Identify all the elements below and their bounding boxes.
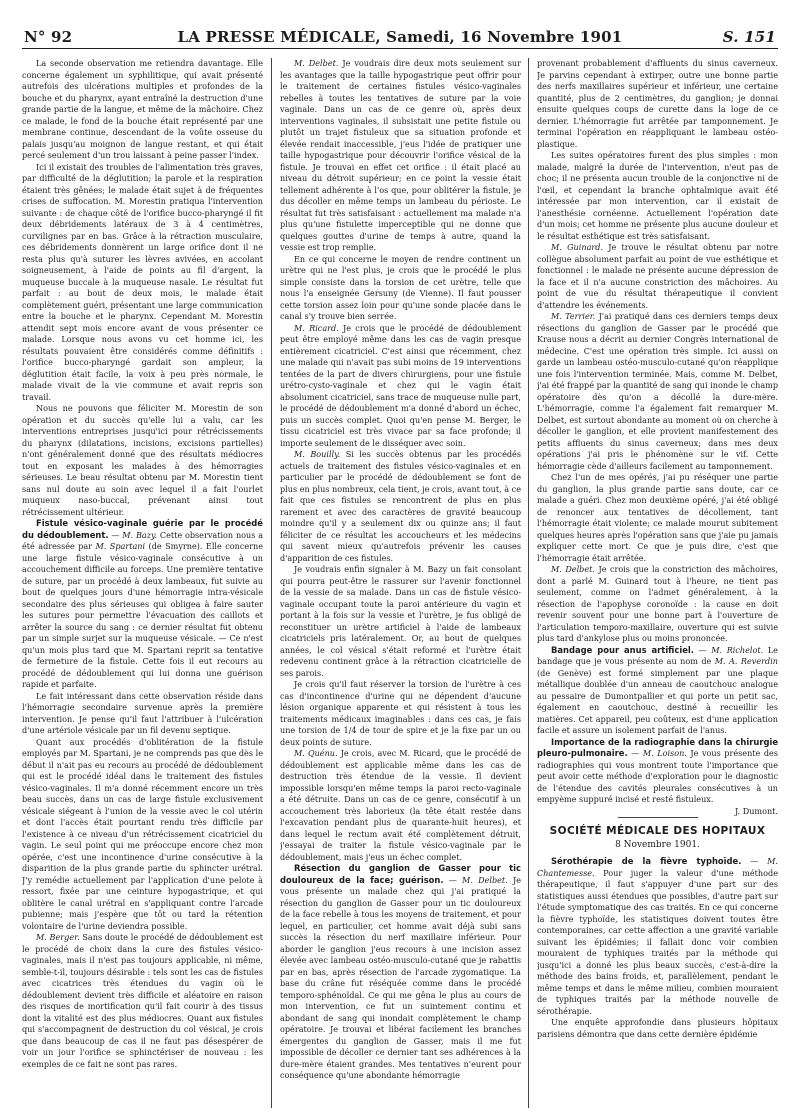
journal-title: LA PRESSE MÉDICALE, Samedi, 16 Novembre 1901 — [177, 28, 623, 46]
author-name: M. Bazy. — [122, 529, 158, 540]
speaker-name: M. Quénu. — [294, 748, 338, 758]
article-heading: Sérothérapie de la fièvre typhoïde. — [551, 856, 742, 866]
article-heading: Importance de la radiographie dans la chirurgie pleuro-pulmonaire. — [537, 736, 778, 758]
speaker-name: M. Ricard. — [294, 322, 339, 333]
paragraph — [537, 311, 778, 472]
column-3 — [537, 58, 778, 1110]
text-run: J'ai pratiqué dans ces derniers temps deux résections du ganglion de Gasser par le procédé que Krause nous a décrit au dernier Congrès international de médecine. C'est une opération très simple. Ici aussi on garde un lambeau ostéo-musculo-cutané qu'on réapplique une fois l'intervention terminée. Mais, comme M. Delbet, j'ai été frappé par la quantité de sang qui inonde le champ opératoire dès qu'on a décollé la dure-mère. L'hémorragie, comme l'a également fait remarquer M. Delbet, est surtout abondante au moment où on cherche à décoller le ganglion, et elle provient manifestement des petits affluents du sinus caverneux; dans mes deux opérations j'ai pris le phénomène sur le vif. Cette hémorragie cède d'ailleurs facilement au tamponnement. — [537, 311, 778, 471]
paragraph: Chez l'un de mes opérés, j'ai pu réséquer une partie du ganglion, la plus grande partie sans doute, car ce malade a guéri. Chez mon deuxième opéré, j'ai été obligé de renoncer aux tentatives de décollement, tant l'hémorragie était violente; ce malade mourut subitement quelques heures après l'opération sans que j'aie pu jamais expliquer cette mort. Ce que je puis dire, c'est que l'hémorragie était arrêtée. — [537, 472, 778, 563]
article-heading: Résection du ganglion de Gasser pour tic douloureux de la face; guérison. — [280, 863, 521, 885]
speaker-name: M. Delbet. — [551, 564, 595, 574]
column-1 — [22, 58, 263, 1110]
paragraph: provenant probablement d'affluents du sinus caverneux. Je parvins cependant à extirper, outre une bonne partie des nerfs maxillaires supérieur et inférieur, une certaine quantité, plus de 2 centimètres, du ganglion; je donnai ensuite quelques coups de curette dans la loge de ce dernier. L'hémorragie fut arrêtée par tamponnement. Je terminai l'opération en réappliquant le lambeau ostéo-plastique. — [537, 58, 778, 149]
speaker-name: M. Delbet. — [294, 58, 339, 68]
section-title: SOCIÉTÉ MÉDICALE DES HOPITAUX — [549, 825, 766, 837]
text-run: Sans doute le procédé de dédoublement est le procédé de choix dans la cure des fistules vésico-vaginales, mais il n'est pas toujours applicable, ni même, semble-t-il, toujours désirable : tels sont les cas de fistules avec cicatrices très étendues du vagin où le dédoublement devient très difficile et aléatoire en raison des risques de mortification qu'il fait courir à des tissus dont la vitalité est des plus médiocres. Quant aux fistules qui s'accompagnent de destruction du col vésical, je crois que dans beaucoup de cas il ne faut pas désespérer de voir un jour l'orifice se sphinctériser de nouveau : les exemples de ce fait ne sont pas rares. — [22, 932, 263, 1069]
paragraph: Quant aux procédés d'oblitération de la fistule employés par M. Spartani, je ne comprends pas que dès le début il n'ait pas eu recours au procédé de dédoublement qui est le procédé idéal dans le traitement des fistules vésico-vaginales. Il m'a donné récemment encore un très beau succès, dans un cas de large fistule exclusivement vésicale siégeant à l'union de la vessie avec le col utérin et dont l'accès était pourtant rendu très difficile par l'existence à ce niveau d'un rétrécissement cicatriciel du vagin. Le seul point qui me préoccupe encore chez mon opérée, c'est une incontinence d'urine consécutive à la disparition de la plus grande partie du sphincter urétral. J'y remédie actuellement par l'application d'une pelote à ressort, fixée par une ceinture hypogastrique, et qui oblitère le canal urétral en s'appliquant contre l'arcade pubienne; mais j'espère que tôt ou tard la rétention volontaire de l'urine deviendra possible. — [22, 736, 263, 931]
text-run: Pour juger la valeur d'une méthode thérapeutique, il faut s'appuyer d'une part sur des statistiques aussi étendues que possibles, d'autre part sur l'étude symptomatique des cas traités. En ce qui concerne la fièvre typhoïde, les statistiques doivent toutes être contemporaines, car cette affection a une gravité variable suivant les épidémies; il fallait donc voir combien mouraient de typhiques traités par la méthode qui jusqu'ici a donné les plus beaux succès, c'est-à-dire la méthode des bains froids, et, parallèlement, pendant le même temps et dans le même milieu, combien mouraient de typhiques traités par la méthode nouvelle de sérothérapie. — [537, 867, 778, 1016]
text-run: (de Genève) est formé simplement par une plaque métallique doublée d'un anneau de caoutchouc analogue au pessaire de Dumontpallier et qui porte un petit sac, également en caoutchouc, destiné à recueillir les matières. Cet appareil, peu coûteux, est d'une application facile et assure un isolement parfait de l'anus. — [537, 667, 778, 735]
text-run: Je crois, avec M. Ricard, que le procédé de dédoublement est applicable même dans les cas de destruction très étendue de la vessie. Il devient impossible lorsqu'en même temps la paroi recto-vaginale a été détruite. Dans un cas de ce genre, consécutif à un accouchement très laborieux (la tête était restée dans l'excavation pendant plus de quarante-huit heures), et dans lequel le rectum avait été complètement détruit, j'essayai de traiter la fistule vésico-vaginale par le dédoublement, mais j'eus un échec complet. — [280, 748, 521, 862]
person-name: M. Spartani — [95, 541, 146, 551]
paragraph: En ce qui concerne le moyen de rendre continent un urètre qui ne l'est plus, je crois que le procédé le plus simple consiste dans la torsion de cet urètre, telle que nous l'a enseignée Gersuny (de Vienne). Il faut pousser cette torsion assez loin pour qu'une sonde placée dans le canal s'y trouve bien serrée. — [280, 253, 521, 321]
paragraph: Nous ne pouvons que féliciter M. Morestin de son opération et du succès qu'elle lui a valu, car les interventions entreprises jusqu'ici pour rétrécissements du pharynx (dilatations, incisions, excisions partielles) n'ont généralement donné que des résultats médiocres tout en exposant les malades à des hémorragies sérieuses. Le beau résultat obtenu par M. Morestin tient sans nul doute au soin avec lequel il a fait l'ourlet muqueux naso-buccal, prévenant ainsi tout rétrécissement ultérieur. — [22, 403, 263, 517]
article-heading: Fistule vésico-vaginale guérie par le procédé du dédoublement. — [22, 518, 263, 540]
column-rule — [528, 58, 529, 1108]
text-run: Je crois que le procédé de dédoublement peut être employé même dans les cas de vagin presque entièrement cicatriciel. C'est ainsi que récemment, chez une malade qui n'avait pas subi moins de 19 interventions tentées de la part de divers chirurgiens, pour une fistule urétro-cysto-vaginale et chez qui le vagin était absolument cicatriciel, sans trace de muqueuse nulle part, le procédé de dédoublement m'a donné d'abord un échec, puis un succès complet. Quoi qu'en pense M. Berger, le tissu cicatriciel est très vivace par sa face profonde; il importe seulement de le disséquer avec soin. — [280, 322, 521, 448]
paragraph: Je voudrais enfin signaler à M. Bazy un fait consolant qui pourra peut-être le rassurer sur l'avenir fonctionnel de la vessie de sa malade. Dans un cas de fistule vésico-vaginale occupant toute la paroi antérieure du vagin et portant à la fois sur la vessie et l'urètre, je fus obligé de reconstituer un urètre artificiel à l'aide de lambeaux cicatriciels pris latéralement. Or, au bout de quelques années, le col vésical s'était reformé et l'urètre était redevenu continent grâce à la rétraction cicatricielle de ses parois. — [280, 564, 521, 678]
page-header — [22, 26, 778, 49]
paragraph — [280, 323, 521, 450]
column-2 — [280, 58, 521, 1110]
speaker-name: M. Bouilly. — [294, 449, 341, 459]
paragraph — [280, 748, 521, 863]
divider — [618, 817, 698, 818]
paragraph: Ici il existait des troubles de l'alimentation très graves, par difficulté de la déglutition; la parole et la respiration étaient très gênées; le malade était sujet à de fréquentes crises de suffocation. M. Morestin pratiqua l'intervention suivante : de chaque côté de l'orifice bucco-pharyngé il fit deux débridements latéraux de 3 à 4 centimètres, curvilignes par en bas. Grâce à la rétraction musculaire, ces débridements donnèrent un large orifice dont il ne resta plus qu'à suturer les lèvres avivées, en accolant soigneusement, à l'aide de points au fil d'argent, la muqueuse buccale à la muqueuse nasale. Le résultat fut parfait : au bout de deux mois, le malade était complètement guéri, présentant une large communication entre la bouche et le pharynx. Cependant M. Morestin attendit sept mois encore avant de vous présenter ce malade. Lorsque nous avons vu cet homme ici, les résultats pouvaient être considérés comme définitifs : l'orifice bucco-pharyngé gardait son ampleur, la déglutition était facile, la voix à peu près normale, le malade vivait de la vie commune et avait repris son travail. — [22, 161, 263, 402]
author-name: M. Loison. — [642, 748, 687, 758]
paragraph: Le fait intéressant dans cette observation réside dans l'hémorragie secondaire survenue après la première intervention. Je pense qu'il faut l'attribuer à l'ulcération d'une artériole vésicale par un fil devenu septique. — [22, 690, 263, 735]
paragraph — [280, 449, 521, 564]
text-run: Je vous présente un malade chez qui j'ai pratiqué la résection du ganglion de Gasser pour un tic douloureux de la face rebelle à tous les moyens de traitement, et pour lequel, en particulier, cet homme avait déjà subi sans succès la résection du nerf maxillaire inférieur. Pour aborder le ganglion j'eus recours à une incision assez élevée avec lambeau ostéo-musculo-cutané que je rabattis par en bas, après résection de l'arcade zygomatique. La base du crâne fut réséquée comme dans le procédé temporo-sphénoïdal. Ce qui me gêna le plus au cours de mon intervention, ce fut un suintement continu et abondant de sang qui inondait complètement le champ opératoire. Je trouvai et libérai facilement les branches émergentes du ganglion de Gasser, mais il me fut impossible de décoller ce dernier tant ses adhérences à la dure-mère étaient grandes. Mes tentatives n'eurent pour conséquence qu'une abondante hémorragie — [280, 874, 521, 1080]
signature: J. Dumont. — [734, 805, 778, 816]
section-date: 8 Novembre 1901. — [615, 839, 700, 850]
text-run: Je crois que la constriction des mâchoires, dont a parlé M. Guinard tout à l'heure, ne tient pas seulement, comme on l'admet généralement, à la résection de l'apophyse coronoïde : la cause en doit revenir souvent pour une bonne part à l'ouverture de l'articulation temporo-maxillaire, ouverture qui est suivie plus tard d'ankylose plus ou moins prononcée. — [537, 564, 778, 643]
paragraph: Bandage pour anus artificiel. — M. Richelot. Le bandage que je vous présente au nom de M. A. Reverdin (de Genève) est formé simplement par une plaque métallique doublée d'un anneau de caoutchouc analogue au pessaire de Dumontpallier et qui porte un petit sac, également en caoutchouc, destiné à recueillir les matières. Cet appareil, peu coûteux, est d'une application facile et assure un isolement parfait de l'anus. — [537, 644, 778, 735]
paragraph: Les suites opératoires furent des plus simples : mon malade, malgré la durée de l'intervention, n'eut pas de choc; il ne présenta aucun trouble de la conjonctive ni de l'œil, et cependant la branche ophtalmique avait été intéressée par mon intervention, car il existait de l'anesthésie cornéenne. Actuellement l'opération date d'un mois; cet homme ne présente plus aucune douleur et le résultat esthétique est très satisfaisant. — [537, 150, 778, 241]
speaker-name: M. Guinard. — [551, 242, 604, 252]
paragraph — [537, 564, 778, 645]
speaker-name: M. Berger. — [36, 932, 80, 942]
paragraph: La seconde observation me retiendra davantage. Elle concerne également un syphilitique, qui avait présenté autrefois des ulcérations multiples et profondes de la bouche et du pharynx, ayant entraîné la destruction d'une grande partie de la langue, et même de la mâchoire. Chez ce malade, le fond de la bouche était représenté par une membrane continue, descendant de la voûte osseuse du palais jusqu'au moignon de langue restant, et qui était percé seulement d'un trou laissant à peine passer l'index. — [22, 58, 263, 160]
folio: S. 151 — [722, 28, 776, 46]
author-name: M. Chantemesse. — [537, 856, 778, 878]
text-run: (de Smyrne). Elle concerne une large fistule vésico-vaginale consécutive à un accouchement difficile au forceps. Une première tentative de suture, par un procédé à deux lambeaux, fut suivie au bout de quelques jours d'une hémorragie intra-vésicale secondaire des plus sérieuses qui obligea à faire sauter les sutures pour permettre l'évacuation des caillots et arrêter la source du sang : ce dernier résultat fut obtenu par un simple surjet sur la muqueuse vésicale. — Ce n'est qu'un mois plus tard que M. Spartani reprit sa tentative de fermeture de la fistule. Cette fois il eut recours au procédé de dédoublement qui lui donna une guérison rapide et parfaite. — [22, 541, 263, 689]
text-run: Le bandage que je vous présente au nom de — [537, 644, 778, 666]
page-number: N° 92 — [24, 28, 73, 46]
paragraph — [537, 242, 778, 311]
paragraph: Résection du ganglion de Gasser pour tic douloureux de la face; guérison. — M. Delbet. Je vous présente un malade chez qui j'ai pratiqué la résection du ganglion de Gasser pour un tic douloureux de la face rebelle à tous les moyens de traitement, et pour lequel, en particulier, cet homme avait déjà subi sans succès la résection du nerf maxillaire inférieur. Pour aborder le ganglion j'eus recours à une incision assez élevée avec lambeau ostéo-musculo-cutané que je rabattis par en bas, après résection de l'arcade zygomatique. La base du crâne fut réséquée comme dans le procédé temporo-sphénoïdal. Ce qui me gêna le plus au cours de mon intervention, ce fut un suintement continu et abondant de sang qui inondait complètement le champ opératoire. Je trouvai et libérai facilement les branches émergentes du ganglion de Gasser, mais il me fut impossible de décoller ce dernier tant ses adhérences à la dure-mère étaient grandes. Mes tentatives n'eurent pour conséquence qu'une abondante hémorragie — [280, 863, 521, 1080]
text-run: Cette observation nous a été adressée par — [22, 529, 263, 551]
paragraph: Sérothérapie de la fièvre typhoïde. — M. Chantemesse. Pour juger la valeur d'une méthode thérapeutique, il faut s'appuyer d'une part sur des statistiques aussi étendues que possibles, d'autre part sur l'étude symptomatique des cas traités. En ce qui concerne la fièvre typhoïde, les statistiques doivent toutes être contemporaines, car cette affection a une gravité variable suivant les épidémies; il fallait donc voir combien mouraient de typhiques traités par la méthode qui jusqu'ici a donné les plus beaux succès, c'est-à-dire la méthode des bains froids, et, parallèlement, pendant le même temps et dans le même milieu, combien mouraient de typhiques traités par la méthode nouvelle de sérothérapie. — [537, 856, 778, 1016]
author-name: M. Delbet. — [462, 874, 508, 885]
paragraph: Importance de la radiographie dans la chirurgie pleuro-pulmonaire. — M. Loison. Je vous présente des radiographies qui vous montrent toute l'importance que peut avoir cette méthode d'exploration pour le diagnostic de l'étendue des cavités pleurales consécutives à un empyème suppuré incisé et resté fistuleux. — [537, 736, 778, 804]
text-run: Je vous présente des radiographies qui vous montrent toute l'importance que peut avoir cette méthode d'exploration pour le diagnostic de l'étendue des cavités pleurales consécutives à un empyème suppuré incisé et resté fistuleux. — [537, 748, 778, 804]
person-name: M. A. Reverdin — [714, 656, 778, 666]
author-name: M. Richelot. — [711, 644, 764, 655]
paragraph: Une enquête approfondie dans plusieurs hôpitaux parisiens démontra que dans cette dernière épidémie — [537, 1017, 778, 1039]
column-rule — [271, 58, 272, 1108]
speaker-name: M. Terrier. — [551, 311, 596, 321]
paragraph — [280, 58, 521, 254]
text-run: Si les succès obtenus par les procédés actuels de traitement des fistules vésico-vaginales et en particulier par le procédé de dédoublement se font de plus en plus nombreux, cela tient, je crois, avant tout, à ce fait que ces fistules se rencontrent de plus en plus rarement et avec des caractères de gravité beaucoup moindre qu'il y a seulement dix ou quinze ans; il faut féliciter de ce résultat les accoucheurs et les médecins qui savent mieux qu'autrefois prévenir les causes d'apparition de ces fistules. — [280, 449, 521, 563]
paragraph: Fistule vésico-vaginale guérie par le procédé du dédoublement. — M. Bazy. Cette observation nous a été adressée par M. Spartani (de Smyrne). Elle concerne une large fistule vésico-vaginale consécutive à un accouchement difficile au forceps. Une première tentative de suture, par un procédé à deux lambeaux, fut suivie au bout de quelques jours d'une hémorragie intra-vésicale secondaire des plus sérieuses qui obligea à faire sauter les sutures pour permettre l'évacuation des caillots et arrêter la source du sang : ce dernier résultat fut obtenu par un simple surjet sur la muqueuse vésicale. — Ce n'est qu'un mois plus tard que M. Spartani reprit sa tentative de fermeture de la fistule. Cette fois il eut recours au procédé de dédoublement qui lui donna une guérison rapide et parfaite. — [22, 518, 263, 689]
article-heading: Bandage pour anus artificiel. — [551, 644, 694, 655]
paragraph: Je crois qu'il faut réserver la torsion de l'urètre à ces cas d'incontinence d'urine qui ne dépendent d'aucune lésion organique apparente et qui résistent à tous les traitements médicaux imaginables : dans ces cas, je fais une torsion de 1/4 de tour de spire et je la fixe par un ou deux points de suture. — [280, 679, 521, 747]
text-run: Je voudrais dire deux mots seulement sur les avantages que la taille hypogastrique peut offrir pour le traitement de certaines fistules vésico-vaginales rebelles à toutes les tentatives de suture par la voie vaginale. Dans un cas de ce genre où, après deux interventions vaginales, il subsistait une petite fistule ou plutôt un trajet fistuleux que sa situation profonde et élevée rendait inaccessible, j'eus l'idée de pratiquer une taille hypogastrique pour découvrir l'orifice vésical de la fistule. Je trouvai en effet cet orifice : il était placé au niveau du détroit supérieur; en ce point la vessie était tellement adhérente à l'os que, pour oblitérer la fistule, je dus décoller en même temps un lambeau du périoste. Le résultat fut très satisfaisant : actuellement ma malade n'a plus qu'une fistulette imperceptible qui ne donne que quelques gouttes d'urine de temps à autre, quand la vessie est trop remplie. — [280, 58, 521, 252]
text-run: Je trouve le résultat obtenu par notre collègue absolument parfait au point de vue esthétique et fonctionnel : le malade ne présente aucune dépression de la face et il n'a aucune constriction des mâchoires. Au point de vue du résultat thérapeutique il convient d'attendre les événements. — [537, 242, 778, 310]
paragraph — [22, 932, 263, 1070]
